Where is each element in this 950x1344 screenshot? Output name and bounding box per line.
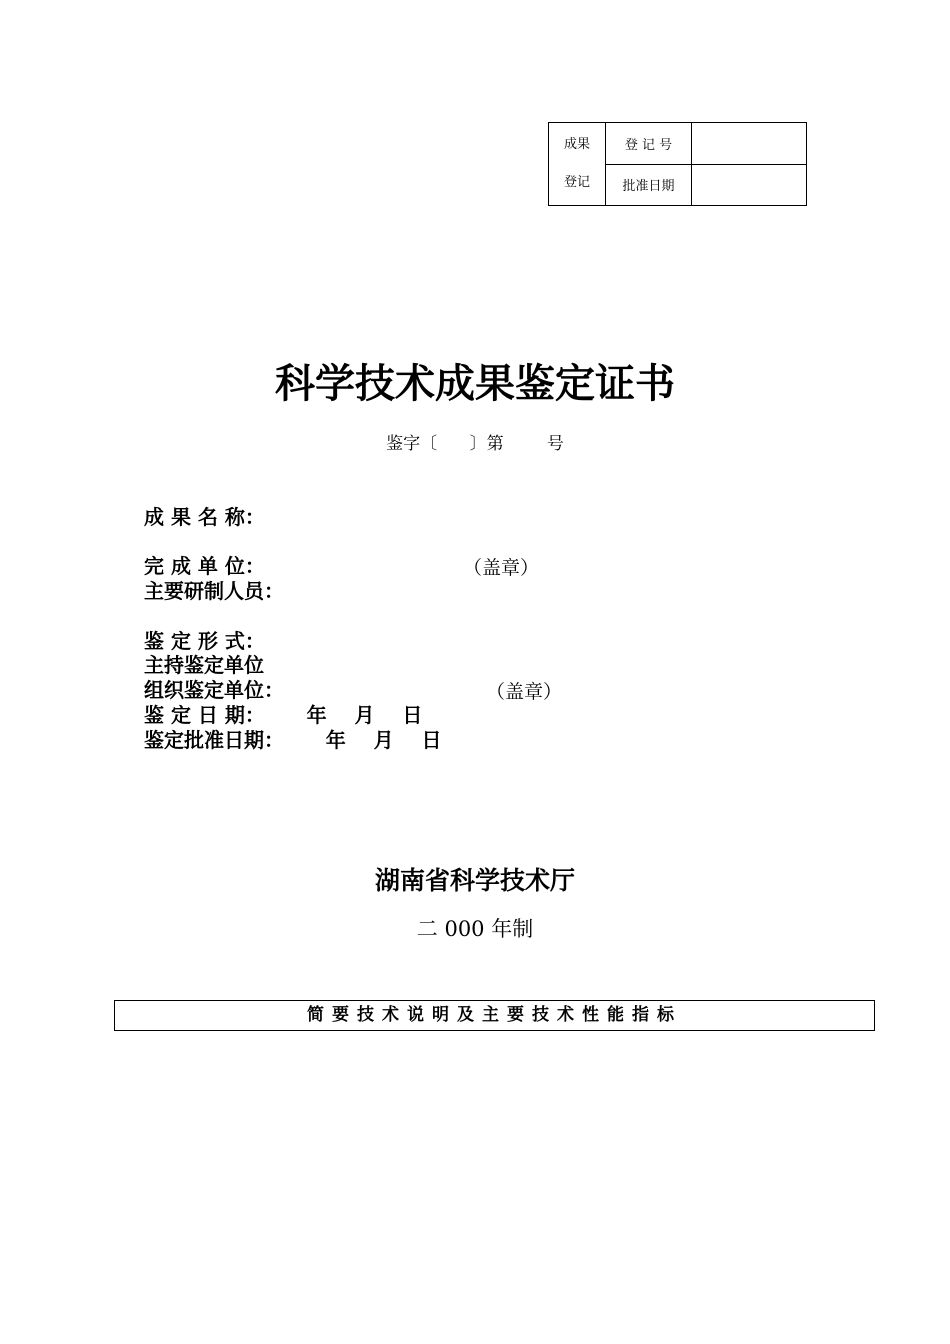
host-unit-field: 主持鉴定单位 bbox=[144, 653, 264, 677]
registration-group-cell bbox=[549, 123, 606, 206]
completing-unit-field: 完 成 单 位： bbox=[144, 554, 265, 578]
registration-group-line1: 成果 bbox=[563, 137, 590, 152]
appraisal-date-field: 鉴 定 日 期： 年 月 日 bbox=[144, 703, 423, 727]
organizing-unit-field: 组织鉴定单位： bbox=[144, 678, 284, 702]
section-header: 简要技术说明及主要技术性能指标 bbox=[114, 1000, 875, 1031]
completing-unit-seal: （盖章） bbox=[463, 557, 540, 579]
approval-date-field: 鉴定批准日期： 年 月 日 bbox=[144, 728, 442, 752]
reg-no-label: 登 记 号 bbox=[606, 123, 692, 165]
made-year: 二 000 年制 bbox=[416, 917, 534, 941]
appraisal-form-field: 鉴 定 形 式： bbox=[144, 629, 265, 653]
issuer-name: 湖南省科学技术厅 bbox=[374, 866, 575, 895]
main-developers-field: 主要研制人员： bbox=[144, 579, 284, 603]
organizing-unit-seal: （盖章） bbox=[486, 681, 563, 703]
page-title: 科学技术成果鉴定证书 bbox=[275, 360, 675, 407]
reg-no-value bbox=[692, 123, 807, 165]
approval-date-label: 批准日期 bbox=[606, 164, 692, 206]
registration-table bbox=[548, 122, 807, 206]
achievement-name-field: 成 果 名 称： bbox=[144, 505, 265, 529]
approval-date-value bbox=[692, 164, 807, 206]
certificate-number: 鉴字〔 〕第 号 bbox=[386, 434, 564, 454]
registration-group-line2: 登记 bbox=[563, 175, 590, 190]
